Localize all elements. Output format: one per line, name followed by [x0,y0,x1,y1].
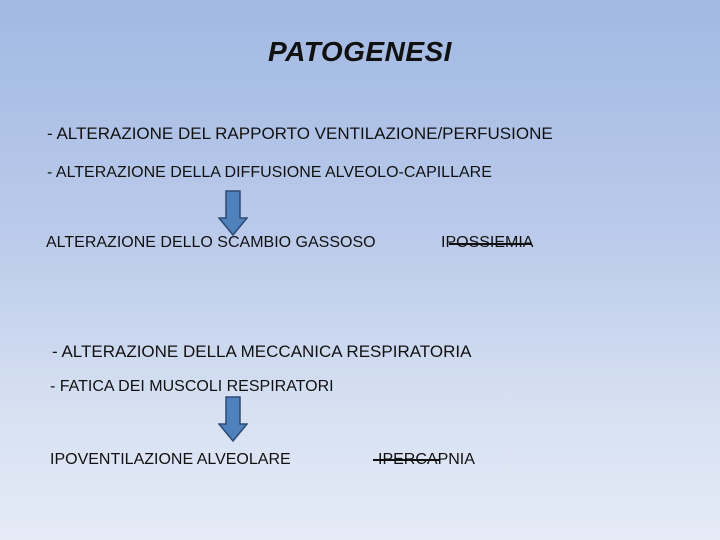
outcome-hypercapnia: IPERCAPNIA [378,451,475,468]
cause-line-ventilation-perfusion: - ALTERAZIONE DEL RAPPORTO VENTILAZIONE/PERFUSIONE [47,124,553,143]
cause-line-diffusion: - ALTERAZIONE DELLA DIFFUSIONE ALVEOLO-CAPILLARE [47,164,492,181]
cause-line-mechanics: - ALTERAZIONE DELLA MECCANICA RESPIRATORIA [52,342,472,361]
slide-title: PATOGENESI [268,36,452,67]
cause-line-muscle-fatigue: - FATICA DEI MUSCOLI RESPIRATORI [50,378,334,395]
consequence-hypoventilation: IPOVENTILAZIONE ALVEOLARE [50,451,291,468]
down-arrow-icon [218,190,248,236]
consequence-gas-exchange: ALTERAZIONE DELLO SCAMBIO GASSOSO [46,234,376,251]
down-arrow-icon [218,396,248,442]
outcome-hypoxemia: IPOSSIEMIA [441,234,534,251]
